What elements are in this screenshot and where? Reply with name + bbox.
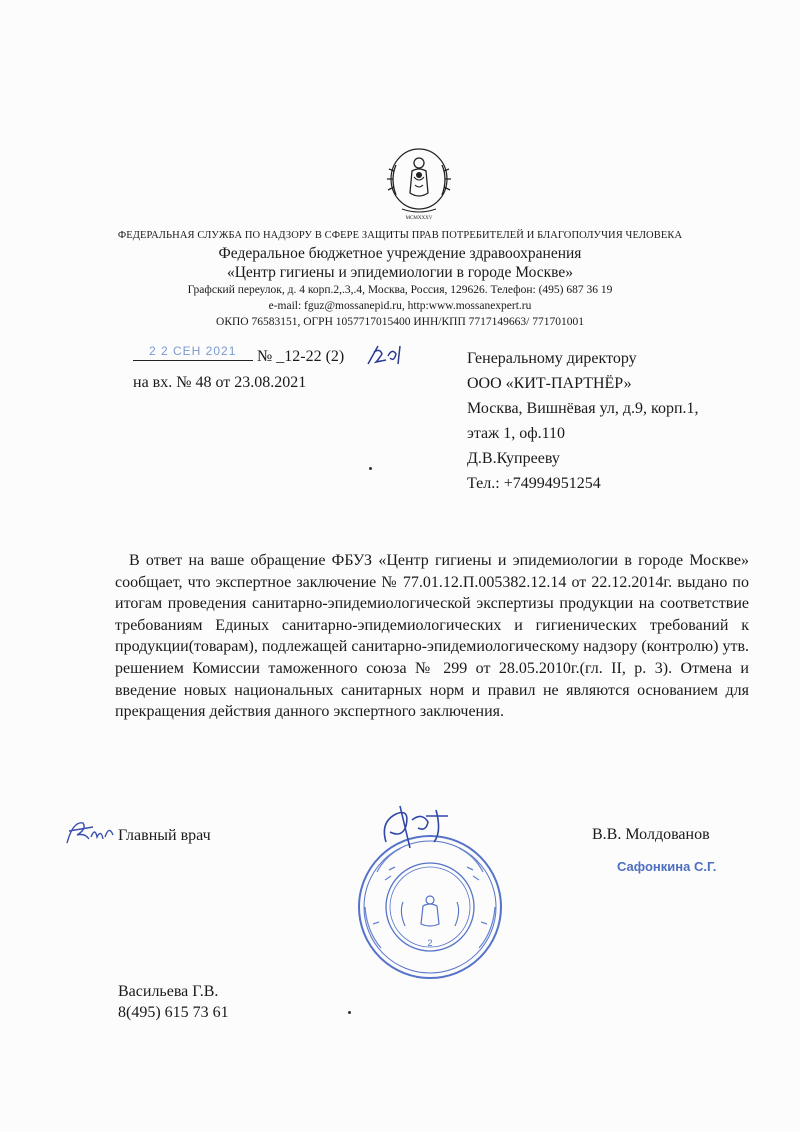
handwritten-signature — [376, 802, 456, 857]
organization-registry: ОКПО 76583151, ОГРН 1057717015400 ИНН/КПП 7717149663/ 771701001 — [216, 316, 584, 328]
agency-name: ФЕДЕРАЛЬНАЯ СЛУЖБА ПО НАДЗОРУ В СФЕРЕ ЗАЩИТЫ ПРАВ ПОТРЕБИТЕЛЕЙ И БЛАГОПОЛУЧИЯ ЧЕЛОВЕКА — [117, 230, 683, 241]
incoming-reference: на вх. № 48 от 23.08.2021 — [133, 374, 307, 391]
outgoing-reference — [133, 346, 344, 366]
letter-body — [115, 550, 749, 723]
handwritten-number-suffix — [364, 342, 410, 373]
emblem-caption: MCMXXXV — [405, 216, 433, 221]
organization-address: Графский переулок, д. 4 корп.2,.3,.4, Москва, Россия, 129626. Телефон: (495) 687 36 19 — [187, 284, 613, 296]
executor-name: Васильева Г.В. — [118, 983, 219, 1000]
addressee-address-2: этаж 1, оф.110 — [467, 425, 565, 442]
addressee-address: Москва, Вишнёвая ул, д.9, корп.1, — [467, 400, 699, 417]
signatory-name: В.В. Молдованов — [592, 826, 710, 843]
emblem-logo — [384, 145, 454, 228]
organization-line-1: Федеральное бюджетное учреждение здравоохранения — [218, 245, 582, 262]
date-blank — [133, 346, 253, 361]
ink-speck-2 — [348, 1011, 351, 1014]
addressee-position: Генеральному директору — [467, 350, 637, 367]
seal-number: 2 — [427, 938, 433, 948]
addressee-name: Д.В.Купрееву — [467, 450, 560, 467]
organization-line-2: «Центр гигиены и эпидемиологии в городе Москве» — [226, 264, 574, 281]
letter-paragraph: В ответ на ваше обращение ФБУЗ «Центр гигиены и эпидемиологии в городе Москве» сообщает, что экспертное заключение № 77.01.12.П.005382.12.14 от 22.12.2014г. выдано по итогам проведения санитарно-эпидемиологической экспертизы продукции на соответствие требованиям Единых санитарно-эпидемиологических и гигиенических требований к продукции(товарам), подлежащей санитарно-эпидемиологическому надзору (контролю) утв. решением Комиссии таможенного союза № 299 от 28.05.2010г.(гл. II, р. 3). Отмена и введение новых национальных санитарных норм и правил не являются основанием для прекращения действия данного экспертного заключения. — [115, 552, 749, 721]
date-stamp: 2 2 СЕН 2021 — [149, 344, 237, 358]
addressee-phone: Тел.: +74994951254 — [467, 475, 601, 492]
addressee-company: ООО «КИТ-ПАРТНЁР» — [467, 375, 632, 392]
ink-speck — [369, 467, 372, 470]
signatory-title: Главный врач — [118, 827, 211, 844]
outgoing-number: № _12-22 (2) — [257, 348, 345, 365]
addressee-block — [467, 346, 699, 496]
organization-contacts: e-mail: fguz@mossanepid.ru, http:www.mossanexpert.ru — [268, 300, 532, 312]
handwritten-initials — [63, 815, 119, 854]
stamp-name: Сафонкина С.Г. — [617, 859, 717, 874]
executor-phone: 8(495) 615 73 61 — [118, 1004, 229, 1021]
